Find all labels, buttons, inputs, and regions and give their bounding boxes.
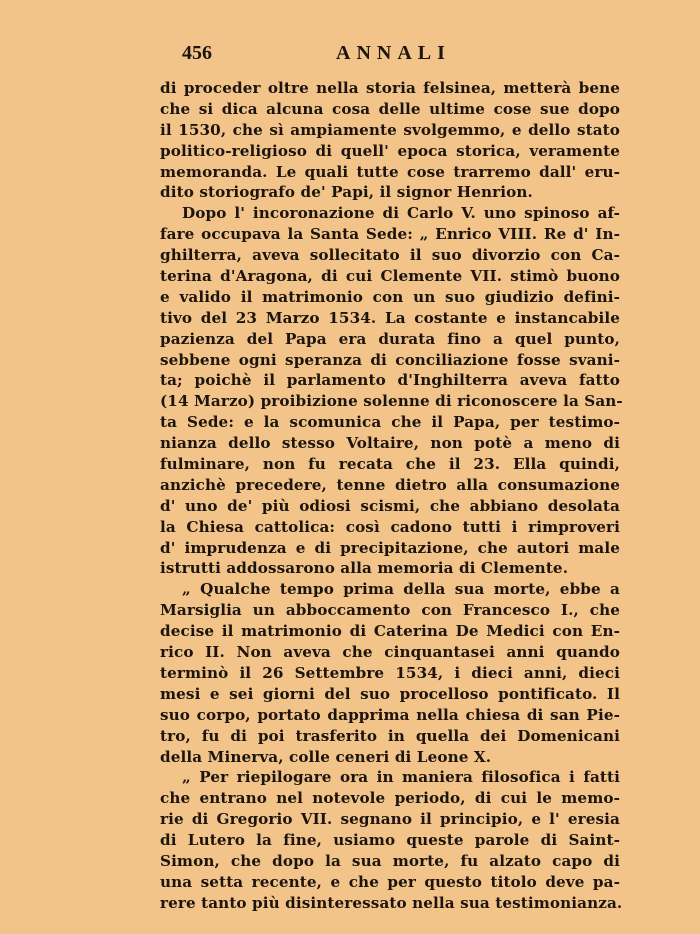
text-line: della Minerva, colle ceneri di Leone X. [160,747,492,766]
text-line: memoranda. Le quali tutte cose trarremo dall' eru- [160,162,620,181]
text-line: d' uno de' più odiosi scismi, che abbiano desolata [160,496,620,515]
text-line: suo corpo, portato dapprima nella chiesa di san Pie- [160,705,620,724]
text-line: una setta recente, e che per questo titolo deve pa- [160,872,620,891]
text-line: terina d'Aragona, di cui Clemente VII. stimò buono [160,267,620,286]
text-line: ta Sede: e la scomunica che il Papa, per testimo- [160,413,620,432]
text-line: ghilterra, aveva sollecitato il suo divorzio con Ca- [160,246,620,265]
text-line: la Chiesa cattolica: così cadono tutti i rimproveri [160,517,620,536]
text-line: rico II. Non aveva che cinquantasei anni quando [160,643,620,662]
text-line: che si dica alcuna cosa delle ultime cose sue dopo [160,99,620,118]
text-line: di proceder oltre nella storia felsinea, metterà bene [160,79,620,97]
text-line: fulminare, non fu recata che il 23. Ella quindi, [160,455,620,474]
page-header [160,42,620,72]
text-line: terminò il 26 Settembre 1534, i dieci anni, dieci [160,663,620,682]
text-line: (14 Marzo) proibizione solenne di riconoscere la San- [160,392,623,411]
text-line: d' imprudenza e di precipitazione, che autori male [160,538,620,557]
text-line: che entrano nel notevole periodo, di cui le memo- [160,789,620,808]
text-line: pazienza del Papa era durata fino a quel punto, [160,329,620,348]
book-page [160,42,623,914]
text-line: mesi e sei giorni del suo procelloso pontificato. Il [160,684,620,703]
text-line: rie di Gregorio VII. segnano il principio, e l' eresia [160,810,620,829]
text-line: fare occupava la Santa Sede: „ Enrico VIII. Re d' In- [160,225,620,244]
running-title: ANNALI [336,42,451,64]
text-line: sebbene ogni speranza di conciliazione fosse svani- [160,350,620,369]
text-line: „ Per riepilogare ora in maniera filosofica i fatti [182,768,620,787]
text-line: politico-religioso di quell' epoca storica, veramente [160,141,620,160]
text-line: anzichè precedere, tenne dietro alla consumazione [160,475,620,494]
text-line: e valido il matrimonio con un suo giudizio defini- [160,287,620,306]
text-line: nianza dello stesso Voltaire, non potè a meno di [160,434,620,453]
text-line: dito storiografo de' Papi, il signor Henrion. [160,183,533,202]
text-line: istrutti addossarono alla memoria di Clemente. [160,559,569,578]
text-line: Dopo l' incoronazione di Carlo V. uno spinoso af- [182,204,620,223]
text-line: decise il matrimonio di Caterina De Medici con En- [160,622,620,641]
text-line: Simon, che dopo la sua morte, fu alzato capo di [160,851,620,870]
body-text [160,78,623,914]
text-line: il 1530, che sì ampiamente svolgemmo, e dello stato [160,120,620,139]
page-number: 456 [182,42,212,64]
text-line: tivo del 23 Marzo 1534. La costante e instancabile [160,308,620,327]
text-line: tro, fu di poi trasferito in quella dei Domenicani [160,726,620,745]
text-line: di Lutero la fine, usiamo queste parole di Saint- [160,831,620,850]
text-line: „ Qualche tempo prima della sua morte, ebbe a [182,580,620,599]
text-line: rere tanto più disinteressato nella sua testimonianza. [160,893,623,912]
text-line: ta; poichè il parlamento d'Inghilterra aveva fatto [160,371,620,390]
text-line: Marsiglia un abboccamento con Francesco I., che [160,601,620,620]
